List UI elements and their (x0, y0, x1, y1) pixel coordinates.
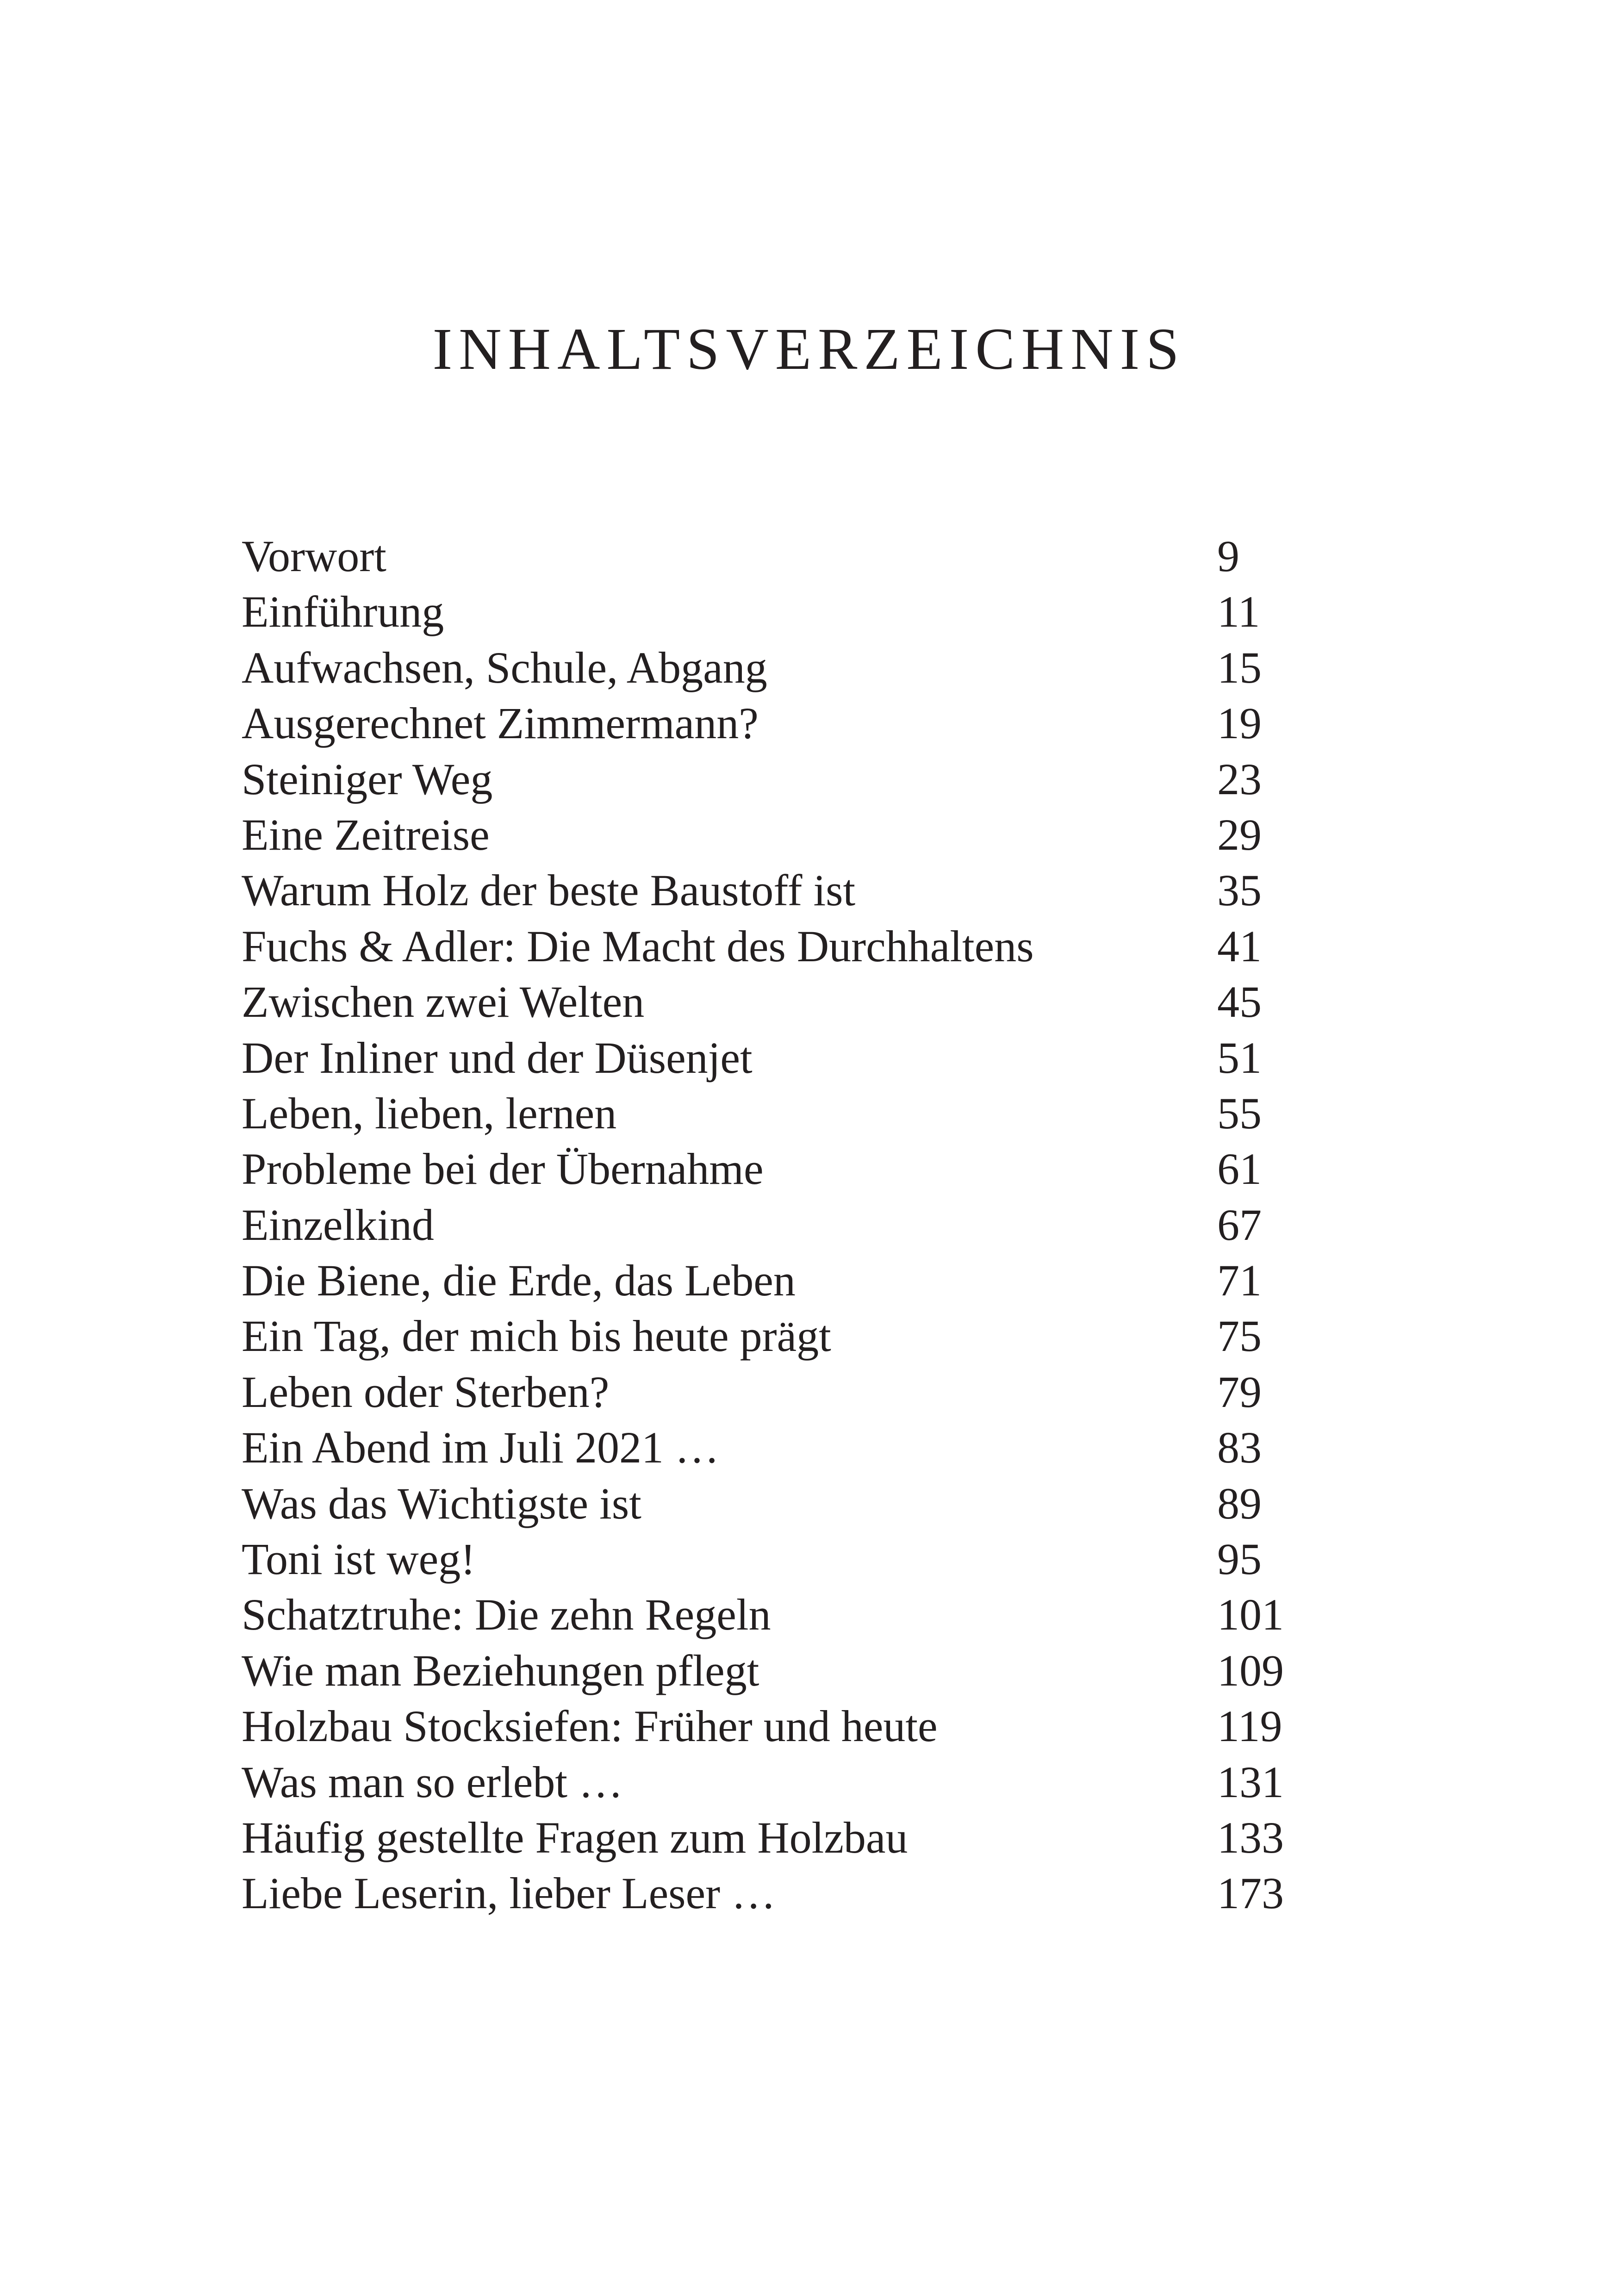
toc-entry-title: Probleme bei der Übernahme (242, 1144, 764, 1194)
toc-entry-title: Was das Wichtigste ist (242, 1478, 641, 1528)
toc-entry-page: 19 (1217, 698, 1262, 748)
toc-entry-page: 95 (1217, 1534, 1262, 1584)
toc-entry-page: 41 (1217, 921, 1262, 971)
toc-entry (242, 1420, 1306, 1475)
toc-entry-title: Toni ist weg! (242, 1534, 476, 1584)
toc-entry-page: 119 (1217, 1701, 1282, 1751)
toc-entry-title: Warum Holz der beste Baustoff ist (242, 865, 856, 915)
toc-entry (242, 529, 1306, 584)
toc-entry (242, 1810, 1306, 1866)
toc-entry-page: 173 (1217, 1868, 1284, 1918)
toc-entry-title: Der Inliner und der Düsenjet (242, 1033, 753, 1083)
toc-entry (242, 1866, 1306, 1921)
toc-entry-title: Einzelkind (242, 1200, 434, 1250)
toc-entry (242, 919, 1306, 974)
toc-entry-title: Vorwort (242, 531, 386, 581)
toc-entry (242, 863, 1306, 918)
toc-entry (242, 1755, 1306, 1810)
toc-entry (242, 1253, 1306, 1308)
toc-entry-page: 67 (1217, 1200, 1262, 1250)
toc-entry-title: Schatztruhe: Die zehn Regeln (242, 1590, 771, 1640)
toc-entry-title: Zwischen zwei Welten (242, 977, 645, 1027)
toc-entry-title: Leben oder Sterben? (242, 1367, 610, 1417)
toc-entry (242, 696, 1306, 751)
toc-entry (242, 1531, 1306, 1587)
toc-entry (242, 752, 1306, 807)
toc-entry (242, 1197, 1306, 1253)
toc-entry-title: Häufig gestellte Fragen zum Holzbau (242, 1812, 908, 1862)
table-of-contents (242, 529, 1306, 1922)
toc-entry-title: Steiniger Weg (242, 754, 493, 804)
toc-entry-title: Holzbau Stocksiefen: Früher und heute (242, 1701, 938, 1751)
toc-entry (242, 1643, 1306, 1699)
toc-entry-title: Leben, lieben, lernen (242, 1088, 617, 1138)
toc-entry (242, 807, 1306, 863)
toc-entry-page: 131 (1217, 1757, 1284, 1807)
toc-entry (242, 640, 1306, 696)
toc-entry-title: Liebe Leserin, lieber Leser … (242, 1868, 776, 1918)
toc-entry-title: Wie man Beziehungen pflegt (242, 1645, 759, 1695)
toc-entry-page: 109 (1217, 1645, 1284, 1695)
toc-entry-title: Was man so erlebt … (242, 1757, 623, 1807)
toc-entry-title: Ein Abend im Juli 2021 … (242, 1423, 719, 1473)
toc-entry (242, 1308, 1306, 1364)
toc-entry (242, 1086, 1306, 1141)
toc-entry-title: Ein Tag, der mich bis heute prägt (242, 1311, 831, 1361)
toc-entry-page: 133 (1217, 1812, 1284, 1862)
toc-entry (242, 1364, 1306, 1420)
toc-entry-page: 55 (1217, 1088, 1262, 1138)
toc-entry-page: 23 (1217, 754, 1262, 804)
toc-entry-page: 71 (1217, 1256, 1262, 1306)
toc-entry-title: Fuchs & Adler: Die Macht des Durchhaltens (242, 921, 1034, 971)
toc-entry-page: 45 (1217, 977, 1262, 1027)
toc-entry-page: 61 (1217, 1144, 1262, 1194)
toc-entry-page: 101 (1217, 1590, 1284, 1640)
toc-entry (242, 1699, 1306, 1754)
toc-entry-page: 35 (1217, 865, 1262, 915)
toc-entry-title: Aufwachsen, Schule, Abgang (242, 642, 767, 692)
toc-entry-title: Ausgerechnet Zimmermann? (242, 698, 759, 748)
toc-entry-page: 9 (1217, 531, 1239, 581)
toc-entry (242, 1030, 1306, 1086)
toc-entry (242, 1587, 1306, 1643)
toc-entry-page: 89 (1217, 1478, 1262, 1528)
toc-entry-page: 15 (1217, 642, 1262, 692)
page-title: INHALTSVERZEICHNIS (432, 316, 1186, 382)
toc-entry-title: Einführung (242, 587, 444, 637)
toc-entry-page: 11 (1217, 587, 1260, 637)
toc-entry (242, 584, 1306, 640)
toc-entry-page: 75 (1217, 1311, 1262, 1361)
toc-entry-title: Eine Zeitreise (242, 809, 490, 859)
toc-entry-title: Die Biene, die Erde, das Leben (242, 1256, 796, 1306)
toc-entry-page: 51 (1217, 1033, 1262, 1083)
toc-entry-page: 83 (1217, 1423, 1262, 1473)
toc-entry (242, 974, 1306, 1030)
toc-entry-page: 29 (1217, 809, 1262, 859)
toc-entry (242, 1476, 1306, 1531)
toc-entry-page: 79 (1217, 1367, 1262, 1417)
toc-entry (242, 1141, 1306, 1197)
